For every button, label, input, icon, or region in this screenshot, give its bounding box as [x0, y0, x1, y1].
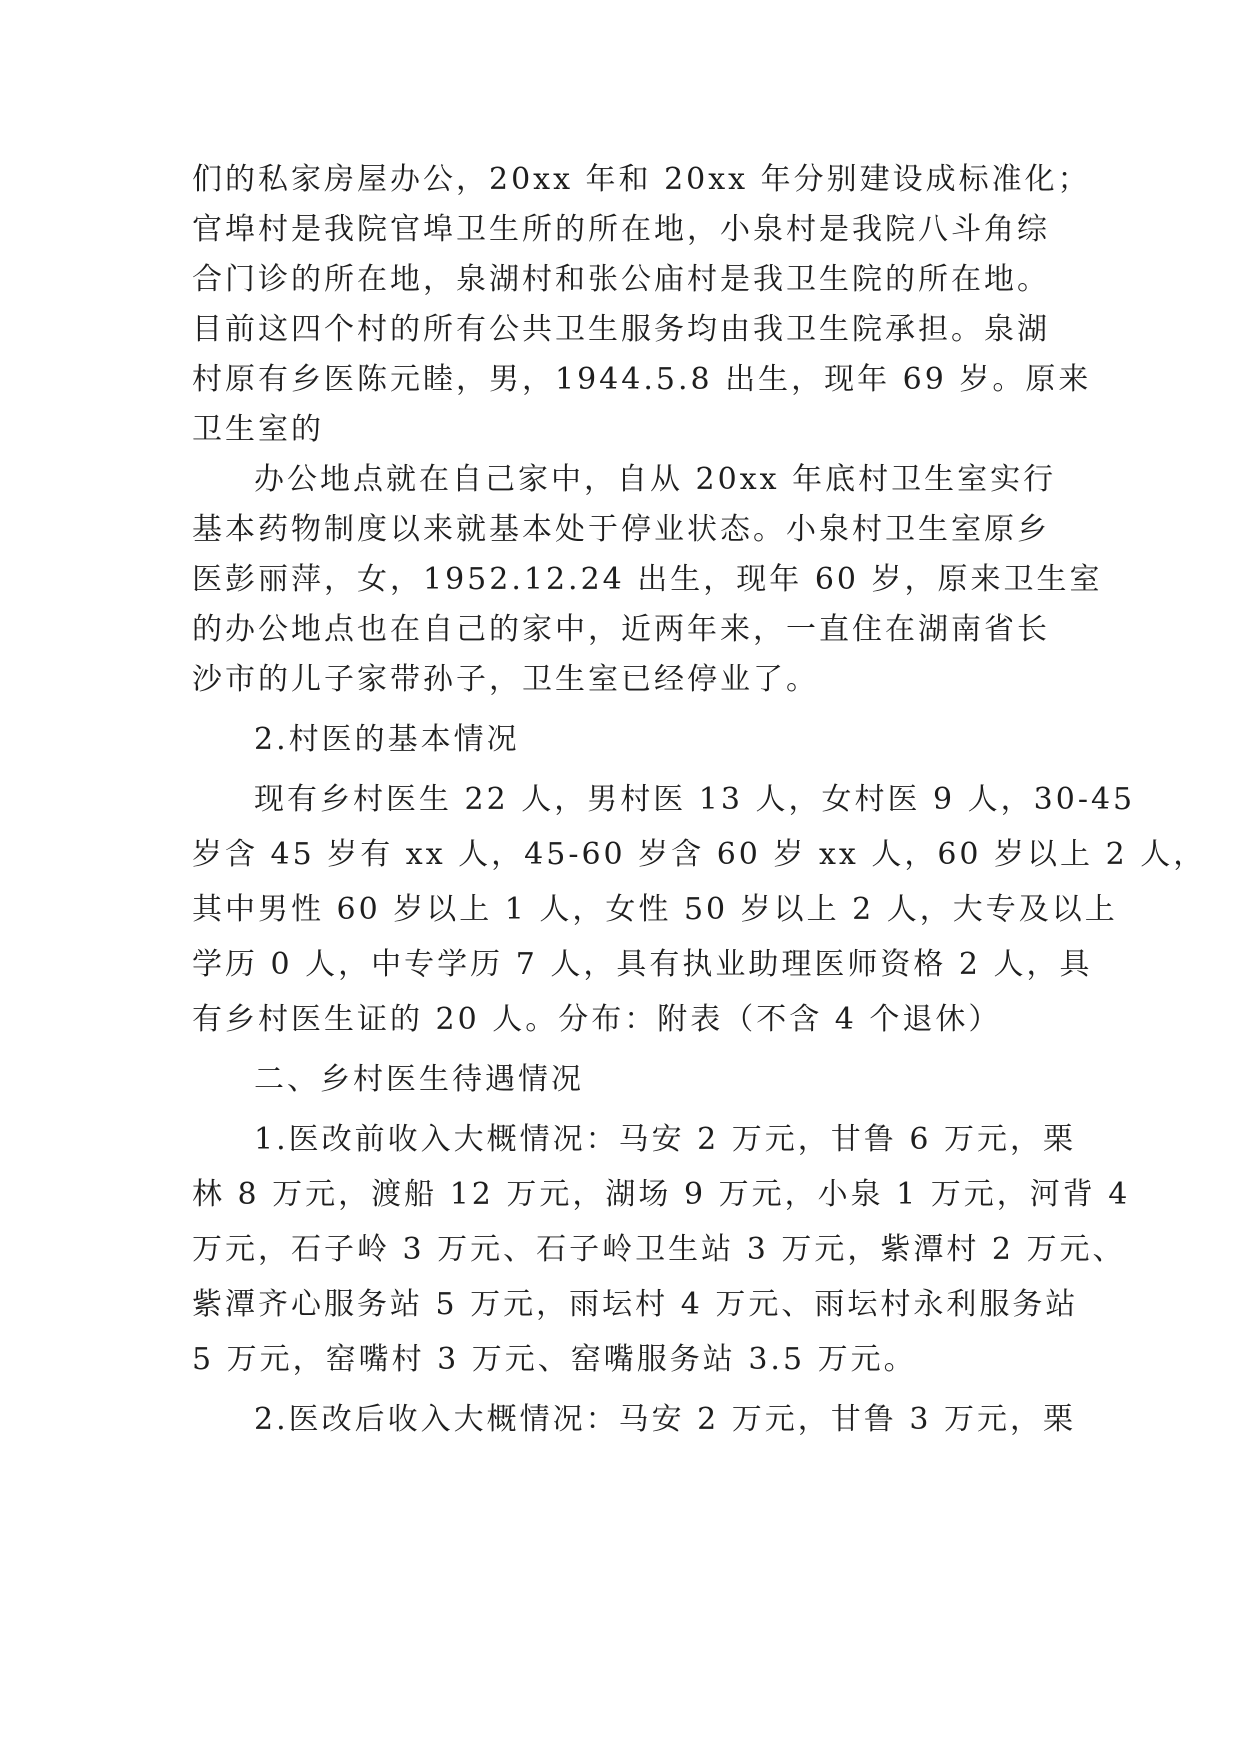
- text-line: 基本药物制度以来就基本处于停业状态。小泉村卫生室原乡: [192, 512, 1050, 547]
- text-line: 学历 0 人，中专学历 7 人，具有执业助理医师资格 2 人，具: [192, 947, 1093, 982]
- paragraph-first-line: 现有乡村医生 22 人，男村医 13 人，女村医 9 人，30-45: [254, 782, 1136, 817]
- text-line: 万元，石子岭 3 万元、石子岭卫生站 3 万元，紫潭村 2 万元、: [192, 1232, 1126, 1267]
- text-line: 官埠村是我院官埠卫生所的所在地，小泉村是我院八斗角综: [192, 212, 1050, 247]
- text-line: 5 万元，窑嘴村 3 万元、窑嘴服务站 3.5 万元。: [192, 1342, 917, 1377]
- text-line: 合门诊的所在地，泉湖村和张公庙村是我卫生院的所在地。: [192, 262, 1050, 297]
- text-line: 的办公地点也在自己的家中，近两年来，一直住在湖南省长: [192, 612, 1050, 647]
- text-line: 紫潭齐心服务站 5 万元，雨坛村 4 万元、雨坛村永利服务站: [192, 1287, 1079, 1322]
- text-line: 有乡村医生证的 20 人。分布：附表（不含 4 个退休）: [192, 1002, 1002, 1037]
- text-line: 岁含 45 岁有 xx 人，45-60 岁含 60 岁 xx 人，60 岁以上 2 人，: [192, 837, 1207, 872]
- section-heading: 二、乡村医生待遇情况: [254, 1062, 584, 1097]
- text-line: 村原有乡医陈元睦，男，1944.5.8 出生，现年 69 岁。原来: [192, 362, 1092, 397]
- paragraph-first-line: 1.医改前收入大概情况：马安 2 万元，甘鲁 6 万元，栗: [254, 1122, 1076, 1157]
- text-line: 卫生室的: [192, 412, 324, 447]
- text-line: 沙市的儿子家带孙子，卫生室已经停业了。: [192, 662, 819, 697]
- paragraph-first-line: 办公地点就在自己家中，自从 20xx 年底村卫生室实行: [254, 462, 1057, 497]
- text-line: 林 8 万元，渡船 12 万元，湖场 9 万元，小泉 1 万元，河背 4: [192, 1177, 1131, 1212]
- text-line: 其中男性 60 岁以上 1 人，女性 50 岁以上 2 人，大专及以上: [192, 892, 1118, 927]
- text-line: 们的私家房屋办公，20xx 年和 20xx 年分别建设成标准化；: [192, 162, 1091, 197]
- section-heading: 2.村医的基本情况: [254, 722, 520, 757]
- paragraph-first-line: 2.医改后收入大概情况：马安 2 万元，甘鲁 3 万元，栗: [254, 1402, 1076, 1437]
- text-line: 医彭丽萍，女，1952.12.24 出生，现年 60 岁，原来卫生室: [192, 562, 1103, 597]
- text-line: 目前这四个村的所有公共卫生服务均由我卫生院承担。泉湖: [192, 312, 1050, 347]
